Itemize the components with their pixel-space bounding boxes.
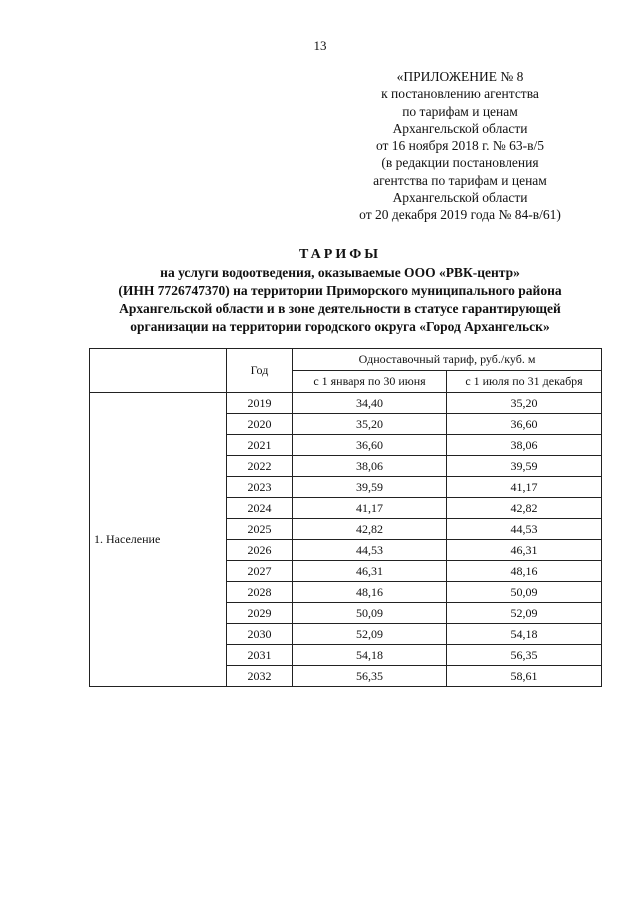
- title-line: организации на территории городского округа «Город Архангельск»: [130, 319, 550, 334]
- year-cell: 2025: [227, 519, 293, 540]
- title-line: на услуги водоотведения, оказываемые ООО «РВК-центр»: [160, 265, 520, 280]
- year-cell: 2023: [227, 477, 293, 498]
- tariff-cell-h1: 41,17: [293, 498, 447, 519]
- tariff-cell-h1: 56,35: [293, 666, 447, 687]
- appendix-line: Архангельской области: [392, 190, 528, 206]
- tariff-cell-h2: 46,31: [447, 540, 602, 561]
- tariff-cell-h1: 38,06: [293, 456, 447, 477]
- tariff-cell-h1: 46,31: [293, 561, 447, 582]
- appendix-line: от 20 декабря 2019 года № 84-в/61): [359, 207, 561, 223]
- tariff-cell-h2: 54,18: [447, 624, 602, 645]
- appendix-line: к постановлению агентства: [381, 86, 539, 102]
- header-year: Год: [227, 349, 293, 393]
- appendix-reference: [330, 68, 590, 224]
- year-cell: 2024: [227, 498, 293, 519]
- tariff-cell-h1: 42,82: [293, 519, 447, 540]
- year-cell: 2029: [227, 603, 293, 624]
- tariff-cell-h1: 44,53: [293, 540, 447, 561]
- table-header-row: [90, 349, 602, 371]
- title-line: (ИНН 7726747370) на территории Приморского муниципального района: [118, 283, 562, 298]
- appendix-line: (в редакции постановления: [381, 155, 539, 171]
- category-cell: 1. Население: [90, 393, 227, 687]
- year-cell: 2031: [227, 645, 293, 666]
- tariff-cell-h2: 41,17: [447, 477, 602, 498]
- year-cell: 2021: [227, 435, 293, 456]
- tariff-cell-h2: 44,53: [447, 519, 602, 540]
- appendix-line: по тарифам и ценам: [402, 103, 518, 119]
- tariff-cell-h1: 35,20: [293, 414, 447, 435]
- appendix-line: Архангельской области: [392, 120, 528, 136]
- tariff-cell-h2: 48,16: [447, 561, 602, 582]
- year-cell: 2027: [227, 561, 293, 582]
- year-cell: 2030: [227, 624, 293, 645]
- tariff-cell-h2: 52,09: [447, 603, 602, 624]
- tariff-cell-h1: 36,60: [293, 435, 447, 456]
- tariff-cell-h2: 35,20: [447, 393, 602, 414]
- header-tariff: Одноставочный тариф, руб./куб. м: [293, 349, 602, 371]
- tariff-cell-h2: 50,09: [447, 582, 602, 603]
- year-cell: 2020: [227, 414, 293, 435]
- year-cell: 2032: [227, 666, 293, 687]
- tariff-cell-h2: 56,35: [447, 645, 602, 666]
- tariff-cell-h2: 36,60: [447, 414, 602, 435]
- header-period-2: с 1 июля по 31 декабря: [447, 371, 602, 393]
- tariff-cell-h1: 39,59: [293, 477, 447, 498]
- tariff-cell-h2: 42,82: [447, 498, 602, 519]
- year-cell: 2022: [227, 456, 293, 477]
- tariff-cell-h1: 50,09: [293, 603, 447, 624]
- tariff-cell-h2: 58,61: [447, 666, 602, 687]
- year-cell: 2028: [227, 582, 293, 603]
- tariff-cell-h2: 38,06: [447, 435, 602, 456]
- title-line: Архангельской области и в зоне деятельности в статусе гарантирующей: [119, 301, 561, 316]
- header-period-1: с 1 января по 30 июня: [293, 371, 447, 393]
- year-cell: 2019: [227, 393, 293, 414]
- table-row: [90, 393, 602, 414]
- tariff-table: [89, 348, 602, 687]
- page-number: 13: [313, 38, 327, 53]
- year-cell: 2026: [227, 540, 293, 561]
- appendix-line: «ПРИЛОЖЕНИЕ № 8: [396, 69, 524, 84]
- tariff-cell-h2: 39,59: [447, 456, 602, 477]
- title-heading: ТАРИФЫ: [299, 247, 381, 262]
- tariff-cell-h1: 52,09: [293, 624, 447, 645]
- tariff-cell-h1: 48,16: [293, 582, 447, 603]
- appendix-line: агентства по тарифам и ценам: [373, 172, 547, 188]
- tariff-cell-h1: 54,18: [293, 645, 447, 666]
- header-blank-cell: [90, 349, 227, 393]
- tariff-cell-h1: 34,40: [293, 393, 447, 414]
- appendix-line: от 16 ноября 2018 г. № 63-в/5: [375, 138, 545, 154]
- document-title: [60, 246, 620, 336]
